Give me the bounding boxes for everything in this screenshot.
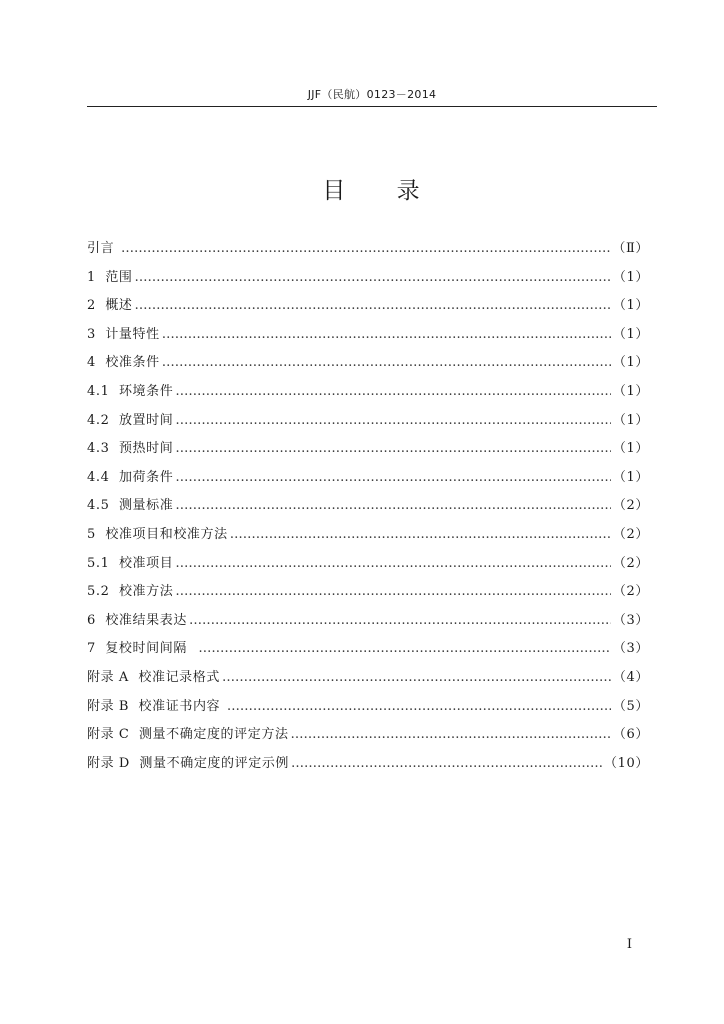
toc-entry[interactable]: [87, 723, 649, 752]
toc-entry-page: （2）: [612, 555, 649, 571]
toc-entry-label: 附录 B 校准证书内容: [87, 698, 225, 714]
toc-entry-page: （1）: [612, 469, 649, 485]
toc-entry-label: 附录 A 校准记录格式: [87, 669, 220, 685]
toc-entry-label: 附录 D 测量不确定度的评定示例: [87, 755, 290, 771]
toc-dot-leader: [175, 556, 611, 571]
toc-entry-page: （3）: [612, 612, 649, 628]
toc-entry-label: 1 范围: [87, 269, 133, 285]
toc-entry[interactable]: [87, 552, 649, 581]
toc-dot-leader: [175, 384, 611, 399]
toc-entry-label: 7 复校时间间隔: [87, 641, 197, 657]
toc-dot-leader: [135, 298, 611, 313]
toc-dot-leader: [175, 584, 611, 599]
toc-entry-page: （6）: [612, 727, 649, 743]
toc-entry-label: 引言: [87, 241, 119, 256]
toc-entry-page: （1）: [612, 269, 649, 285]
toc-entry[interactable]: [87, 523, 649, 552]
toc-entry[interactable]: [87, 380, 649, 409]
toc-entry[interactable]: [87, 294, 649, 323]
toc-entry-page: （1）: [612, 441, 649, 457]
toc-entry[interactable]: [87, 637, 649, 666]
toc-dot-leader: [227, 699, 611, 714]
toc-entry-label: 附录 C 测量不确定度的评定方法: [87, 727, 289, 743]
header-divider: [87, 106, 657, 107]
toc-entry[interactable]: [87, 666, 649, 695]
toc-entry[interactable]: [87, 466, 649, 495]
toc-entry-page: （1）: [612, 355, 649, 371]
toc-dot-leader: [175, 413, 611, 428]
toc-entry[interactable]: [87, 695, 649, 724]
toc-entry-label: 4.1 环境条件: [87, 383, 174, 399]
toc-entry-label: 3 计量特性: [87, 326, 160, 342]
toc-dot-leader: [162, 355, 611, 370]
toc-entry[interactable]: [87, 752, 649, 781]
toc-dot-leader: [189, 613, 611, 628]
toc-dot-leader: [175, 498, 611, 513]
toc-dot-leader: [222, 670, 611, 685]
toc-entry[interactable]: [87, 266, 649, 295]
toc-entry-page: （1）: [612, 412, 649, 428]
toc-entry-page: （2）: [612, 526, 649, 542]
toc-entry-label: 2 概述: [87, 298, 133, 314]
toc-entry-page: （4）: [612, 669, 649, 685]
toc-entry-label: 4.4 加荷条件: [87, 469, 174, 485]
document-header-code: JJF（民航）0123－2014: [307, 88, 437, 101]
toc-dot-leader: [291, 756, 602, 771]
toc-entry-page: （2）: [612, 584, 649, 600]
toc-entry-page: （3）: [612, 641, 649, 657]
toc-entry-page: （1）: [612, 298, 649, 314]
toc-entry-label: 5.1 校准项目: [87, 555, 174, 571]
toc-entry[interactable]: [87, 580, 649, 609]
toc-entry-page: （1）: [612, 383, 649, 399]
toc-dot-leader: [175, 470, 611, 485]
toc-entry-page: （5）: [612, 698, 649, 714]
toc-dot-leader: [135, 270, 611, 285]
toc-dot-leader: [198, 641, 611, 656]
page-title: 目 录: [322, 178, 422, 204]
toc-dot-leader: [175, 441, 611, 456]
toc-entry-page: （Ⅱ）: [612, 241, 649, 256]
toc-entry-page: （1）: [612, 326, 649, 342]
toc-entry-page: （10）: [604, 755, 649, 771]
toc-entry[interactable]: [87, 351, 649, 380]
toc-entry-label: 4.5 测量标准: [87, 498, 174, 514]
toc-entry-label: 5.2 校准方法: [87, 584, 174, 600]
toc-dot-leader: [291, 727, 611, 742]
toc-entry[interactable]: [87, 323, 649, 352]
toc-entry-label: 5 校准项目和校准方法: [87, 526, 228, 542]
toc-entry-label: 4.2 放置时间: [87, 412, 174, 428]
toc-entry[interactable]: [87, 409, 649, 438]
toc-entry[interactable]: [87, 494, 649, 523]
toc-entry-page: （2）: [612, 498, 649, 514]
toc-dot-leader: [121, 241, 610, 256]
page-number: I: [626, 937, 632, 952]
table-of-contents: [87, 237, 649, 780]
toc-dot-leader: [162, 327, 611, 342]
toc-entry[interactable]: [87, 237, 649, 266]
toc-dot-leader: [230, 527, 611, 542]
toc-entry-label: 4 校准条件: [87, 355, 160, 371]
toc-entry-label: 4.3 预热时间: [87, 441, 174, 457]
toc-entry[interactable]: [87, 437, 649, 466]
toc-entry[interactable]: [87, 609, 649, 638]
toc-entry-label: 6 校准结果表达: [87, 612, 187, 628]
